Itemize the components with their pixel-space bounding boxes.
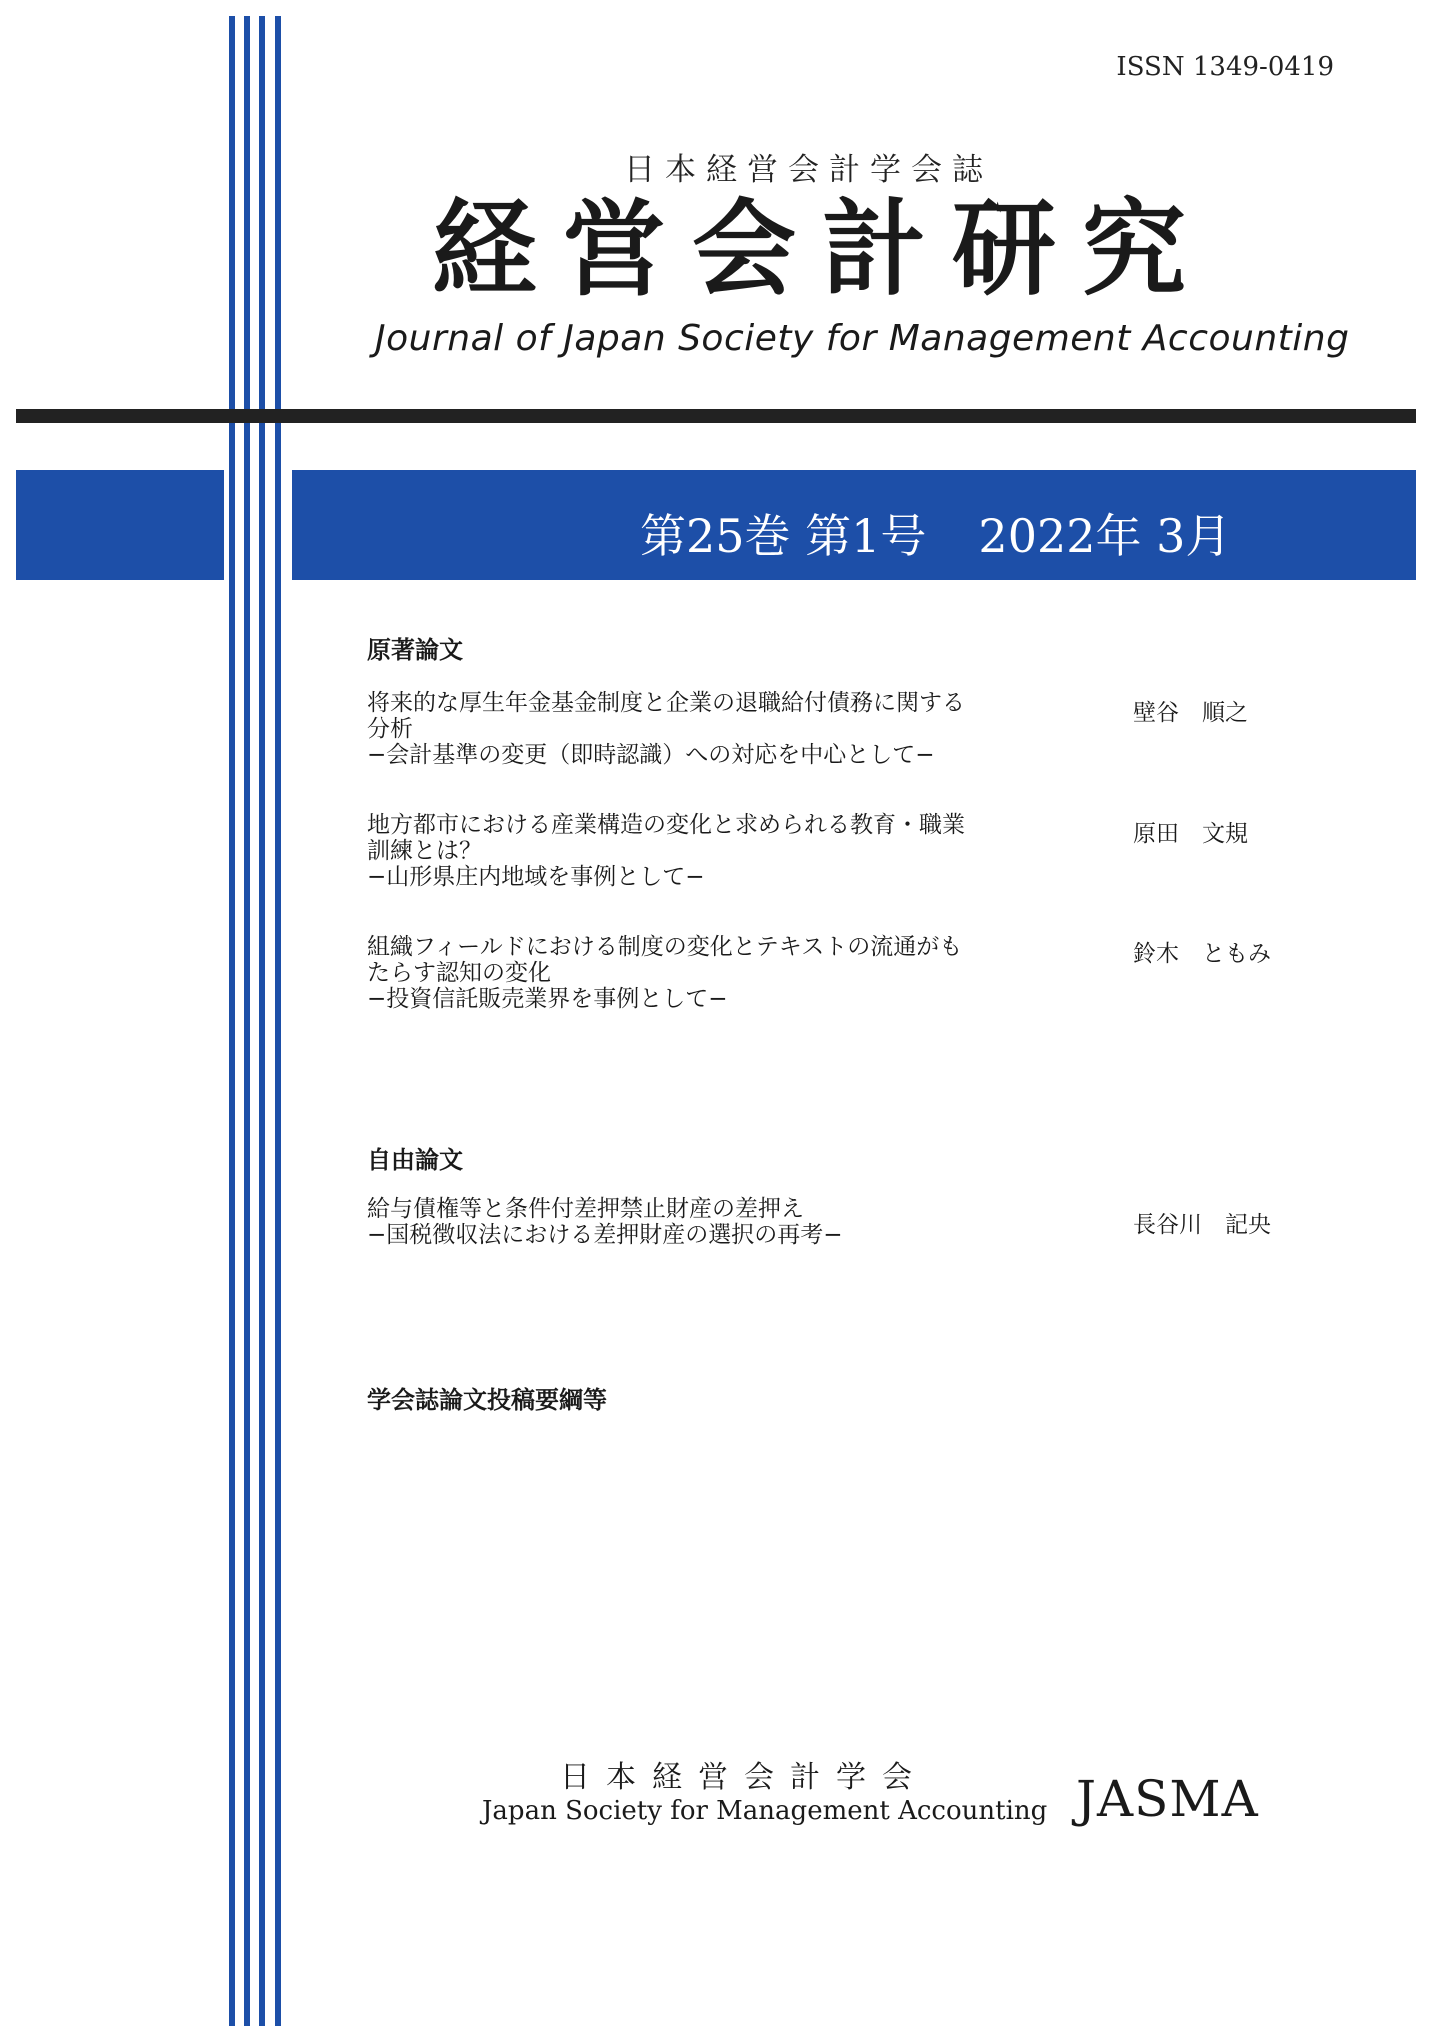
footer-society-name-jp: 日本経営会計学会 (560, 1760, 928, 1795)
article-subtitle: −山形県庄内地域を事例として− (367, 864, 705, 890)
section-heading-submission-guidelines: 学会誌論文投稿要綱等 (367, 1386, 607, 1414)
journal-title: 経営会計研究 (432, 188, 1213, 310)
journal-title-english: Journal of Japan Society for Management Accounting (375, 318, 1350, 359)
article-4 (367, 1196, 1027, 1248)
vertical-stripe-2 (244, 16, 250, 2026)
issue-date: 2022年 3月 (978, 509, 1232, 563)
article-title-line: 組織フィールドにおける制度の変化とテキストの流通がも (367, 934, 963, 960)
footer-acronym-logo: JASMA (1076, 1770, 1259, 1828)
journal-subtitle: 日本経営会計学会誌 (624, 152, 993, 188)
section-heading-free-papers: 自由論文 (367, 1146, 463, 1174)
article-title-line: たらす認知の変化 (367, 960, 551, 986)
vertical-stripe-1 (229, 16, 235, 2026)
issn-label: ISSN 1349-0419 (1116, 52, 1334, 82)
article-title-line: 分析 (367, 716, 413, 742)
vertical-stripe-3 (259, 16, 265, 2026)
article-subtitle: −投資信託販売業界を事例として− (367, 986, 728, 1012)
footer-society-name-en: Japan Society for Management Accounting (482, 1796, 1048, 1826)
horizontal-black-rule (16, 409, 1416, 423)
article-title-line: 訓練とは？ (367, 838, 482, 864)
blue-band-left (16, 470, 224, 580)
article-2 (367, 812, 1027, 890)
article-2-author: 原田 文規 (1133, 821, 1248, 847)
article-title-line: 給与債権等と条件付差押禁止財産の差押え (367, 1196, 804, 1222)
article-title-line: 将来的な厚生年金基金制度と企業の退職給付債務に関する (367, 690, 965, 716)
article-4-author: 長谷川 記央 (1133, 1212, 1271, 1238)
article-subtitle: −会計基準の変更（即時認識）への対応を中心として− (367, 742, 935, 768)
article-1-author: 壁谷 順之 (1133, 700, 1248, 726)
section-heading-original-papers: 原著論文 (367, 636, 463, 664)
article-3 (367, 934, 1027, 1012)
article-title-line: 地方都市における産業構造の変化と求められる教育・職業 (367, 812, 965, 838)
article-subtitle: −国税徴収法における差押財産の選択の再考− (367, 1222, 843, 1248)
issue-info (640, 500, 1231, 566)
issue-volume-number: 第25巻 第1号 (640, 509, 927, 563)
article-1 (367, 690, 1027, 768)
vertical-stripe-4 (275, 16, 281, 2026)
article-3-author: 鈴木 ともみ (1133, 941, 1271, 967)
